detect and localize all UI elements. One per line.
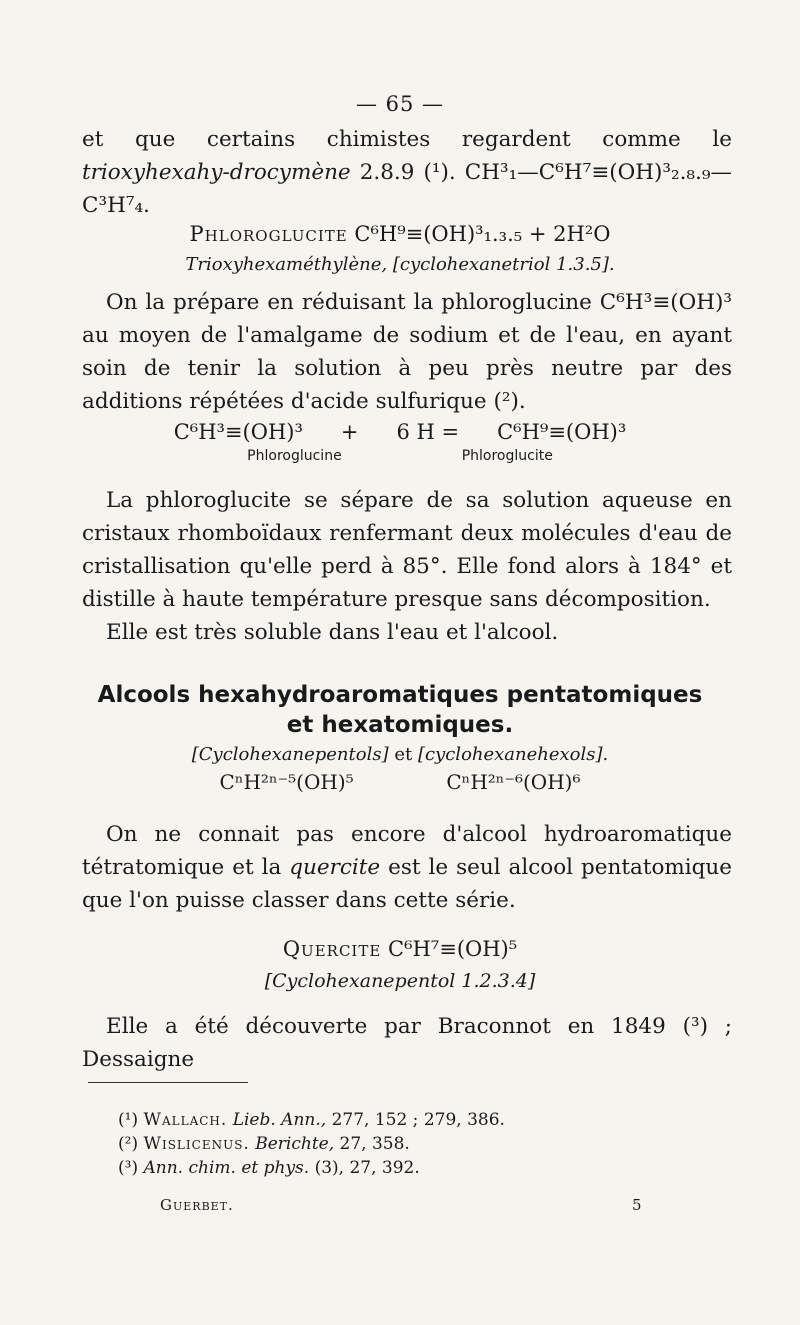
footer-signature: 5	[632, 1196, 642, 1214]
footnote-2-ref-italic: Berichte,	[255, 1134, 335, 1154]
phloroglucite-formula: C⁶H⁹≡(OH)³₁.₃.₅ + 2H²O	[354, 222, 611, 246]
intro-text-b: 2.8.9 (¹). CH³₁—C⁶H⁷≡(OH)³₂.₈.₉—C³H⁷₄.	[82, 160, 732, 218]
equation-label-left: Phloroglucine	[247, 448, 342, 464]
quercite-intro-text-b: est le seul alcool pentatomique que l'on puisse classer dans cette série.	[82, 855, 732, 913]
footnote-rule	[88, 1082, 248, 1083]
quercite-synonym-line	[0, 970, 800, 992]
footnote-2	[118, 1132, 678, 1156]
section-formulas	[0, 770, 800, 794]
footer-author: Guerbet.	[160, 1196, 234, 1214]
quercite-intro-italic: quercite	[289, 855, 381, 880]
intro-text-a: et que certains chimistes regardent comme le	[82, 127, 732, 152]
footnote-1-mark: (¹)	[118, 1110, 139, 1130]
equation-right: C⁶H⁹≡(OH)³	[497, 420, 627, 444]
reaction-equation	[0, 420, 800, 464]
footnote-1-ref-italic: Lieb. Ann.,	[232, 1110, 327, 1130]
phloroglucite-synonym-italic: Trioxyhexaméthylène,	[185, 254, 388, 275]
footnote-1-author: Wallach.	[143, 1110, 228, 1130]
equation-label-right: Phloroglucite	[461, 448, 553, 464]
quercite-synonym: [Cyclohexanepentol 1.2.3.4]	[264, 970, 536, 992]
quercite-intro-paragraph	[82, 818, 732, 917]
discovery-text: Elle a été découverte par Braconnot en 1849 (³) ; Dessaigne	[82, 1014, 732, 1072]
quercite-heading	[0, 937, 800, 961]
section-title-line2: et hexatomiques.	[286, 712, 514, 738]
footnote-1-ref: 277, 152 ; 279, 386.	[326, 1110, 505, 1130]
footnote-3-mark: (³)	[118, 1158, 139, 1178]
section-title	[0, 680, 800, 740]
equation-left: C⁶H³≡(OH)³	[173, 420, 303, 444]
section-formula-a: CⁿH²ⁿ⁻⁵(OH)⁵	[219, 770, 354, 794]
phloroglucite-heading	[0, 222, 800, 246]
footnote-3-ref: (3), 27, 392.	[309, 1158, 420, 1178]
phloroglucite-name: Phloroglucite	[189, 222, 348, 246]
footnote-1	[118, 1108, 678, 1132]
section-subtitle	[0, 744, 800, 765]
discovery-paragraph	[82, 1010, 732, 1076]
quercite-formula: C⁶H⁷≡(OH)⁵	[388, 937, 518, 961]
footnote-3	[118, 1156, 678, 1180]
properties-text: La phloroglucite se sépare de sa solution aqueuse en cristaux rhomboïdaux renfermant deux molécules d'eau de cristallisation qu'elle perd à 85°. Elle fond alors à 184° et distille à haute température presque sans décomposition.	[82, 488, 732, 612]
phloroglucite-synonym	[0, 254, 800, 275]
section-subtitle-a: [Cyclohexanepentols]	[191, 744, 389, 765]
intro-paragraph	[82, 123, 732, 222]
equation-middle: 6 H =	[396, 420, 460, 444]
quercite-intro-text-a: On ne connait pas encore d'alcool hydroaromatique tétratomique et la	[82, 822, 732, 880]
section-subtitle-et: et	[388, 744, 418, 765]
page-number: — 65 —	[355, 92, 445, 116]
preparation-paragraph	[82, 286, 732, 418]
properties-paragraph	[82, 484, 732, 649]
footnote-2-author: Wislicenus.	[143, 1134, 250, 1154]
quercite-name: Quercite	[282, 937, 382, 961]
section-title-line1: Alcools hexahydroaromatiques pentatomiques	[97, 682, 703, 708]
section-subtitle-b: [cyclohexanehexols].	[417, 744, 609, 765]
footnote-2-mark: (²)	[118, 1134, 139, 1154]
equation-plus: +	[340, 420, 359, 444]
intro-italic: trioxyhexahy-drocymène	[82, 160, 351, 185]
footnote-2-ref: 27, 358.	[334, 1134, 410, 1154]
section-formula-b: CⁿH²ⁿ⁻⁶(OH)⁶	[446, 770, 581, 794]
solubility-text: Elle est très soluble dans l'eau et l'alcool.	[106, 620, 559, 645]
preparation-text: On la prépare en réduisant la phloroglucine C⁶H³≡(OH)³ au moyen de l'amalgame de sodium et de l'eau, en ayant soin de tenir la solution à peu près neutre par des additions répétées d'acide sulfurique (²).	[82, 290, 732, 414]
phloroglucite-synonym-bracket: [cyclohexanetriol 1.3.5].	[392, 254, 615, 275]
footnote-3-ref-italic: Ann. chim. et phys.	[143, 1158, 310, 1178]
